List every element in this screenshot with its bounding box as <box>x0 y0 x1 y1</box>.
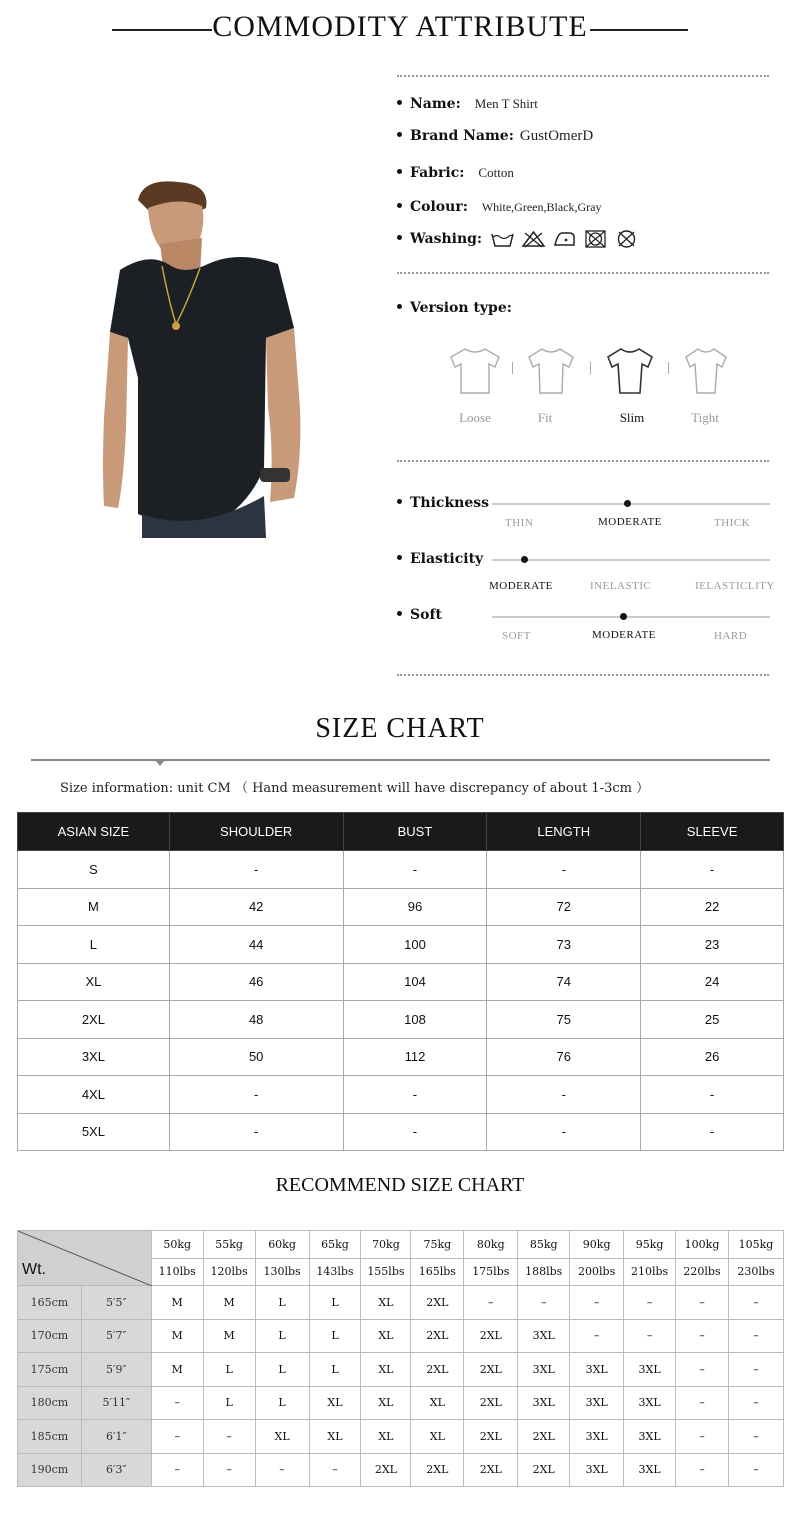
recommend-height-ft: 5′5″ <box>81 1286 151 1320</box>
recommend-lbs-cell: 165lbs <box>411 1258 464 1286</box>
size-table-cell: 73 <box>487 926 641 964</box>
elasticity <box>397 551 483 567</box>
size-table-cell: 3XL <box>18 1038 170 1076</box>
recommend-size-cell: 3XL <box>624 1386 676 1420</box>
recommend-size-cell: – <box>676 1386 729 1420</box>
size-table-cell: 112 <box>343 1038 487 1076</box>
recommend-size-cell: 3XL <box>624 1453 676 1487</box>
elasticity-scale <box>492 559 770 561</box>
hand-wash-icon <box>490 229 515 249</box>
no-tumble-dry-icon <box>583 229 608 249</box>
recommend-row <box>18 1319 784 1353</box>
recommend-height-cm: 170cm <box>18 1319 82 1353</box>
recommend-size-cell: – <box>151 1386 203 1420</box>
recommend-size-cell: – <box>151 1420 203 1454</box>
size-table-cell: 74 <box>487 963 641 1001</box>
recommend-size-cell: XL <box>411 1386 464 1420</box>
recommend-kg-cell: 70kg <box>361 1231 411 1259</box>
recommend-size-cell: 3XL <box>570 1386 624 1420</box>
recommend-kg-cell: 60kg <box>255 1231 309 1259</box>
attr-name-label: Name: <box>410 96 461 112</box>
no-bleach-icon <box>521 229 546 249</box>
attr-name <box>397 96 538 112</box>
recommend-size-cell: M <box>203 1319 255 1353</box>
recommend-size-cell: L <box>255 1353 309 1387</box>
soft <box>397 607 442 623</box>
size-table-cell: 22 <box>641 888 784 926</box>
recommend-size-cell: – <box>728 1319 783 1353</box>
size-table-row <box>18 888 784 926</box>
size-table-cell: - <box>487 851 641 889</box>
recommend-height-ft: 5′7″ <box>81 1319 151 1353</box>
recommend-row <box>18 1420 784 1454</box>
recommend-size-cell: 2XL <box>411 1319 464 1353</box>
tshirt-fit-icon <box>525 345 577 397</box>
recommend-row <box>18 1386 784 1420</box>
attr-colour <box>397 199 601 215</box>
size-table-cell: M <box>18 888 170 926</box>
recommend-size-cell: L <box>255 1319 309 1353</box>
bullet <box>397 169 402 174</box>
size-table-cell: - <box>641 1076 784 1114</box>
col-sleeve: SLEEVE <box>641 813 784 851</box>
recommend-size-cell: XL <box>361 1319 411 1353</box>
recommend-size-cell: – <box>676 1286 729 1320</box>
col-shoulder: SHOULDER <box>169 813 343 851</box>
recommend-size-cell: – <box>728 1353 783 1387</box>
recommend-kg-cell: 75kg <box>411 1231 464 1259</box>
recommend-height-cm: 180cm <box>18 1386 82 1420</box>
recommend-row <box>18 1453 784 1487</box>
recommend-size-cell: – <box>309 1453 361 1487</box>
recommend-size-cell: L <box>203 1353 255 1387</box>
attr-fabric-label: Fabric: <box>410 165 465 181</box>
size-table-cell: - <box>169 851 343 889</box>
recommend-kg-cell: 100kg <box>676 1231 729 1259</box>
thickness-option-thick: THICK <box>714 517 751 529</box>
divider <box>397 272 769 274</box>
size-table-cell: - <box>343 1113 487 1151</box>
size-table-cell: - <box>343 1076 487 1114</box>
recommend-kg-cell: 80kg <box>464 1231 518 1259</box>
recommend-size-cell: 2XL <box>361 1453 411 1487</box>
recommend-height-ft: 6′3″ <box>81 1453 151 1487</box>
size-table-cell: 48 <box>169 1001 343 1039</box>
recommend-size-cell: 3XL <box>570 1420 624 1454</box>
recommend-size-cell: 3XL <box>570 1353 624 1387</box>
size-table-row <box>18 851 784 889</box>
soft-label: Soft <box>410 607 442 623</box>
col-asian-size: ASIAN SIZE <box>18 813 170 851</box>
recommend-size-cell: XL <box>411 1420 464 1454</box>
attr-fabric <box>397 165 514 181</box>
recommend-size-cell: 2XL <box>464 1319 518 1353</box>
bullet <box>397 499 402 504</box>
thickness-label: Thickness <box>410 495 489 511</box>
size-table-cell: 25 <box>641 1001 784 1039</box>
soft-option-moderate: MODERATE <box>592 629 656 641</box>
col-length: LENGTH <box>487 813 641 851</box>
divider <box>397 460 769 462</box>
divider <box>397 674 769 676</box>
bullet <box>397 132 402 137</box>
attr-name-value: Men T Shirt <box>474 96 538 111</box>
no-dry-clean-icon <box>614 229 639 249</box>
size-table-cell: 46 <box>169 963 343 1001</box>
bullet <box>397 235 402 240</box>
washing-icons <box>490 229 639 249</box>
recommend-lbs-cell: 155lbs <box>361 1258 411 1286</box>
recommend-row <box>18 1353 784 1387</box>
recommend-size-cell: 2XL <box>464 1386 518 1420</box>
size-table-cell: - <box>487 1113 641 1151</box>
recommend-size-cell: XL <box>309 1386 361 1420</box>
size-table-cell: 4XL <box>18 1076 170 1114</box>
bullet <box>397 555 402 560</box>
recommend-size-cell: – <box>570 1319 624 1353</box>
recommend-size-cell: 2XL <box>411 1353 464 1387</box>
recommend-size-cell: – <box>676 1420 729 1454</box>
recommend-height-ft: 5′11″ <box>81 1386 151 1420</box>
size-table-row <box>18 1001 784 1039</box>
recommend-size-cell: L <box>255 1286 309 1320</box>
elasticity-option-moderate: MODERATE <box>489 580 553 592</box>
recommend-size-cell: M <box>151 1319 203 1353</box>
thickness <box>397 495 489 511</box>
page-title: COMMODITY ATTRIBUTE <box>212 10 588 43</box>
recommend-height-cm: 185cm <box>18 1420 82 1454</box>
size-table-cell: 72 <box>487 888 641 926</box>
recommend-size-cell: XL <box>361 1286 411 1320</box>
tshirt-loose-icon <box>449 345 501 397</box>
size-table-cell: L <box>18 926 170 964</box>
recommend-size-cell: M <box>203 1286 255 1320</box>
version-option-loose: Loose <box>459 410 491 425</box>
attr-washing <box>397 231 482 247</box>
size-table-cell: 100 <box>343 926 487 964</box>
recommend-lbs-cell: 220lbs <box>676 1258 729 1286</box>
recommend-lbs-cell: 200lbs <box>570 1258 624 1286</box>
recommend-size-cell: 2XL <box>411 1286 464 1320</box>
recommend-size-cell: 3XL <box>518 1386 570 1420</box>
recommend-size-cell: 3XL <box>518 1319 570 1353</box>
recommend-size-cell: XL <box>255 1420 309 1454</box>
recommend-height-ft: 5′9″ <box>81 1353 151 1387</box>
size-table-cell: - <box>641 1113 784 1151</box>
tshirt-slim-icon <box>604 345 656 397</box>
size-table-header <box>18 813 784 851</box>
version-type-label: Version type: <box>410 300 512 316</box>
recommend-size-cell: XL <box>361 1386 411 1420</box>
recommend-corner-label: Wt. <box>22 1261 46 1278</box>
separator <box>668 362 669 374</box>
recommend-size-cell: L <box>309 1319 361 1353</box>
size-table-cell: - <box>169 1076 343 1114</box>
version-type <box>397 300 512 316</box>
separator <box>590 362 591 374</box>
recommend-kg-cell: 65kg <box>309 1231 361 1259</box>
soft-marker <box>620 613 627 620</box>
recommend-size-cell: XL <box>361 1420 411 1454</box>
recommend-size-cell: 3XL <box>624 1420 676 1454</box>
col-bust: BUST <box>343 813 487 851</box>
elasticity-option-inelastic: INELASTIC <box>590 580 652 592</box>
recommend-size-cell: – <box>676 1319 729 1353</box>
size-table-row <box>18 1113 784 1151</box>
attr-colour-label: Colour: <box>410 199 468 215</box>
recommend-kg-cell: 105kg <box>728 1231 783 1259</box>
size-table-row <box>18 1076 784 1114</box>
bullet <box>397 611 402 616</box>
recommend-lbs-cell: 175lbs <box>464 1258 518 1286</box>
recommend-size-cell: XL <box>309 1420 361 1454</box>
recommend-size-cell: – <box>203 1420 255 1454</box>
size-table-cell: - <box>343 851 487 889</box>
recommend-row <box>18 1286 784 1320</box>
recommend-kg-cell: 50kg <box>151 1231 203 1259</box>
recommend-corner <box>18 1231 152 1286</box>
recommend-size-cell: – <box>570 1286 624 1320</box>
divider <box>397 75 769 77</box>
recommend-size-cell: – <box>728 1420 783 1454</box>
recommend-size-cell: – <box>624 1286 676 1320</box>
size-table-cell: - <box>487 1076 641 1114</box>
recommend-size-cell: M <box>151 1353 203 1387</box>
size-table-cell: 50 <box>169 1038 343 1076</box>
size-table-cell: S <box>18 851 170 889</box>
attr-brand-value: GustOmerD <box>519 128 594 144</box>
soft-scale <box>492 616 770 618</box>
recommend-lbs-cell: 230lbs <box>728 1258 783 1286</box>
size-table-cell: 26 <box>641 1038 784 1076</box>
size-table-cell: 5XL <box>18 1113 170 1151</box>
recommend-kg-cell: 55kg <box>203 1231 255 1259</box>
attr-colour-value: White,Green,Black,Gray <box>481 200 602 214</box>
separator <box>512 362 513 374</box>
attr-washing-label: Washing: <box>410 231 483 247</box>
recommend-lbs-cell: 120lbs <box>203 1258 255 1286</box>
bullet <box>397 203 402 208</box>
recommend-size-cell: – <box>728 1453 783 1487</box>
size-table-cell: 42 <box>169 888 343 926</box>
recommend-size-cell: 3XL <box>518 1353 570 1387</box>
recommend-size-cell: 3XL <box>570 1453 624 1487</box>
size-chart-rule <box>31 759 770 761</box>
recommend-size-cell: 2XL <box>464 1420 518 1454</box>
bullet <box>397 304 402 309</box>
recommend-size-cell: – <box>728 1286 783 1320</box>
recommend-size-cell: 3XL <box>624 1353 676 1387</box>
size-table-cell: 44 <box>169 926 343 964</box>
recommend-lbs-cell: 130lbs <box>255 1258 309 1286</box>
recommend-size-cell: – <box>518 1286 570 1320</box>
elasticity-marker <box>521 556 528 563</box>
size-table-cell: 104 <box>343 963 487 1001</box>
recommend-size-cell: L <box>309 1353 361 1387</box>
thickness-marker <box>624 500 631 507</box>
elasticity-option-elasticity: IELASTICLITY <box>695 580 775 592</box>
recommend-size-cell: – <box>464 1286 518 1320</box>
recommend-size-cell: 2XL <box>411 1453 464 1487</box>
recommend-height-cm: 165cm <box>18 1286 82 1320</box>
size-chart-info: Size information: unit CM （ Hand measurement will have discrepancy of about 1-3cm ） <box>60 781 650 796</box>
attr-brand-label: Brand Name: <box>410 128 514 144</box>
size-table-cell: 2XL <box>18 1001 170 1039</box>
soft-option-soft: SOFT <box>502 630 531 642</box>
recommend-lbs-cell: 110lbs <box>151 1258 203 1286</box>
recommend-height-cm: 190cm <box>18 1453 82 1487</box>
recommend-size-cell: L <box>255 1386 309 1420</box>
size-table-cell: - <box>641 851 784 889</box>
recommend-size-cell: 2XL <box>464 1453 518 1487</box>
size-table-row <box>18 963 784 1001</box>
recommend-lbs-cell: 210lbs <box>624 1258 676 1286</box>
soft-option-hard: HARD <box>714 630 748 642</box>
size-table-cell: - <box>169 1113 343 1151</box>
size-table-cell: 76 <box>487 1038 641 1076</box>
version-option-slim: Slim <box>619 410 645 425</box>
recommend-height-cm: 175cm <box>18 1353 82 1387</box>
recommend-size-cell: XL <box>361 1353 411 1387</box>
recommend-size-cell: – <box>203 1453 255 1487</box>
size-table-row <box>18 926 784 964</box>
attr-fabric-value: Cotton <box>478 165 514 180</box>
size-table-row <box>18 1038 784 1076</box>
recommend-kg-row <box>18 1231 784 1259</box>
recommend-size-cell: – <box>151 1453 203 1487</box>
recommend-size-cell: M <box>151 1286 203 1320</box>
size-chart-rule-notch <box>155 760 165 766</box>
recommend-lbs-cell: 188lbs <box>518 1258 570 1286</box>
recommend-size-cell: – <box>676 1453 729 1487</box>
size-chart-title: SIZE CHART <box>315 713 485 744</box>
version-option-fit: Fit <box>537 410 553 425</box>
size-table-cell: 75 <box>487 1001 641 1039</box>
size-table <box>17 812 784 1151</box>
recommend-table <box>17 1230 784 1487</box>
recommend-kg-cell: 85kg <box>518 1231 570 1259</box>
thickness-option-moderate: MODERATE <box>598 516 662 528</box>
recommend-kg-cell: 95kg <box>624 1231 676 1259</box>
recommend-size-cell: – <box>728 1386 783 1420</box>
size-table-cell: 24 <box>641 963 784 1001</box>
thickness-option-thin: THIN <box>505 517 534 529</box>
recommend-lbs-cell: 143lbs <box>309 1258 361 1286</box>
recommend-size-cell: – <box>624 1319 676 1353</box>
elasticity-label: Elasticity <box>410 551 484 567</box>
tshirt-tight-icon <box>680 345 732 397</box>
product-photo <box>98 178 308 538</box>
recommend-kg-cell: 90kg <box>570 1231 624 1259</box>
size-table-cell: 96 <box>343 888 487 926</box>
attr-brand <box>397 128 593 145</box>
recommend-size-cell: 2XL <box>518 1453 570 1487</box>
thickness-scale <box>492 503 770 505</box>
recommend-size-cell: – <box>255 1453 309 1487</box>
recommend-size-cell: – <box>676 1353 729 1387</box>
bullet <box>397 100 402 105</box>
iron-icon <box>552 229 577 249</box>
size-table-cell: 108 <box>343 1001 487 1039</box>
recommend-size-cell: L <box>309 1286 361 1320</box>
size-table-cell: 23 <box>641 926 784 964</box>
recommend-size-cell: L <box>203 1386 255 1420</box>
size-table-cell: XL <box>18 963 170 1001</box>
recommend-height-ft: 6′1″ <box>81 1420 151 1454</box>
version-option-tight: Tight <box>691 410 719 425</box>
recommend-size-cell: 2XL <box>518 1420 570 1454</box>
recommend-size-cell: 2XL <box>464 1353 518 1387</box>
recommend-title: RECOMMEND SIZE CHART <box>275 1174 525 1196</box>
